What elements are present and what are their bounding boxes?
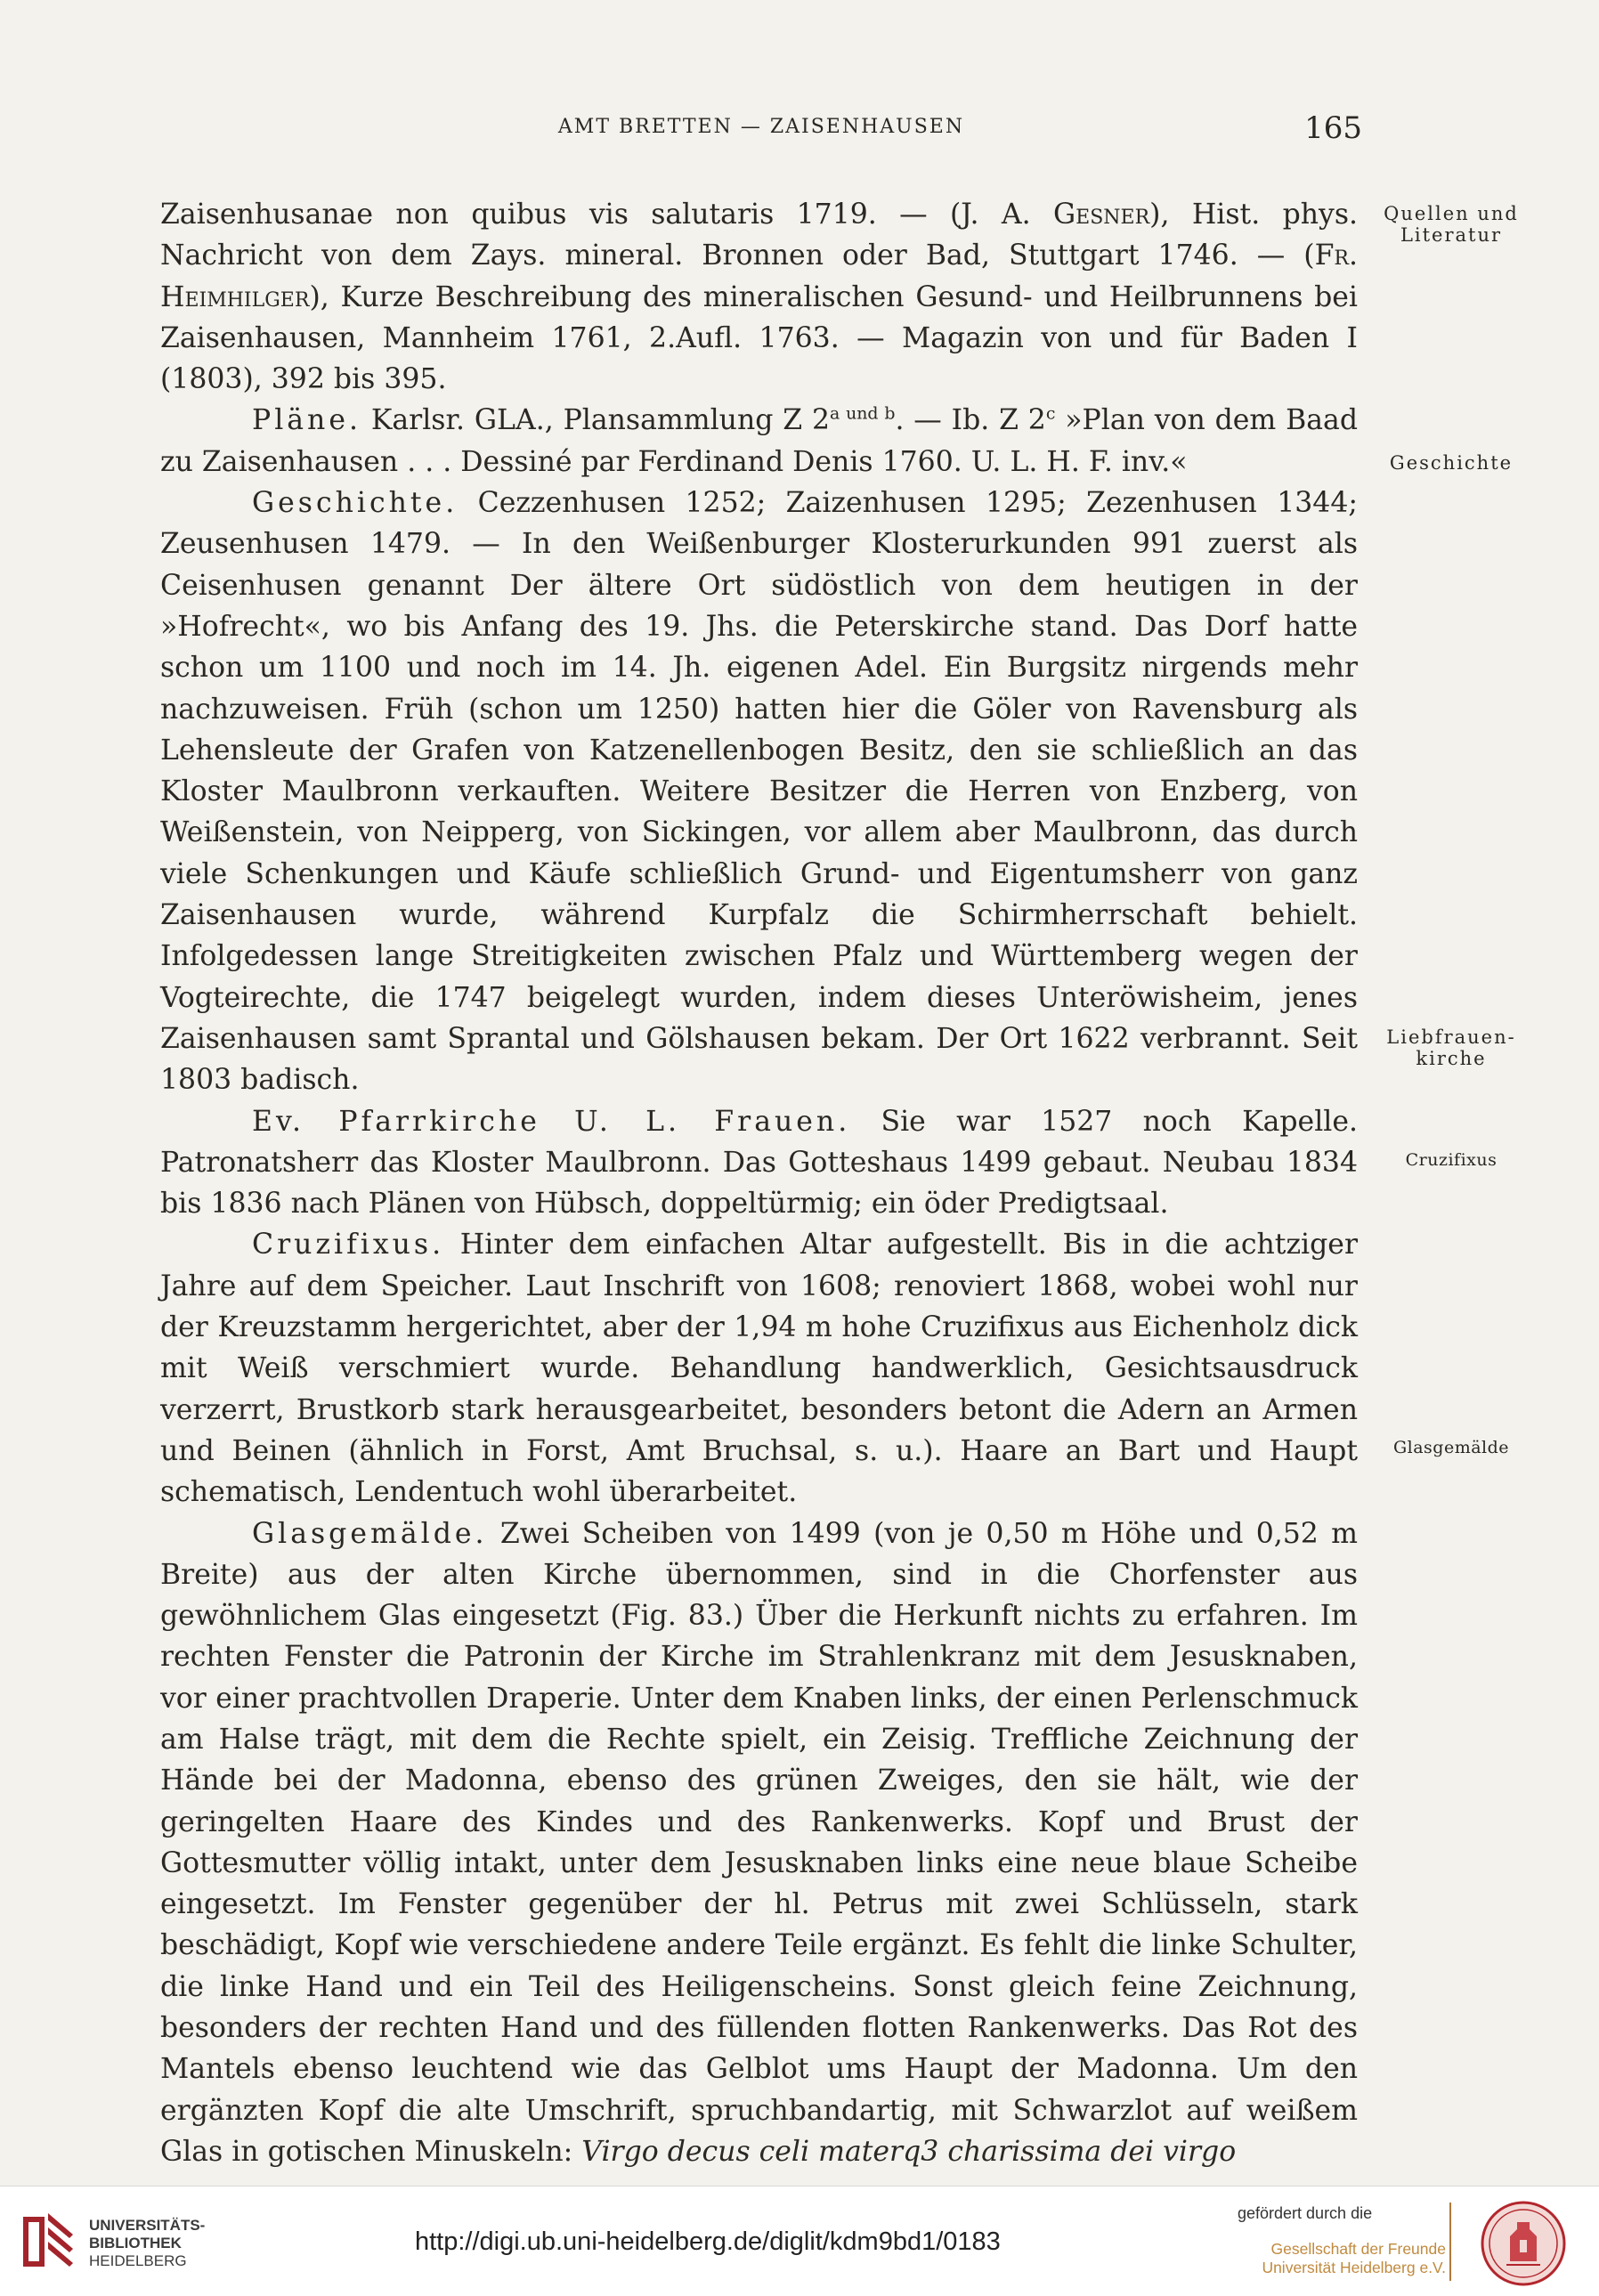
library-name: UNIVERSITÄTS- BIBLIOTHEK HEIDELBERG — [89, 2217, 206, 2269]
paragraph-cruzifixus: Cruzifixus. Hinter dem einfachen Altar aufgestellt. Bis in die achtziger Jahre auf dem Speicher. Laut Inschrift von 1608; renoviert 1868, wobei wohl nur der Kreuzstamm hergerichtet, aber der 1,94 m hohe Cruzifixus aus Eichenholz dick mit Weiß verschmiert wurde. Behandlung handwerklich, Gesichtsausdruck verzerrt, Brustkorb stark herausgearbeitet, besonders betont die Adern an Armen und Beinen (ähnlich in Forst, Amt Bruchsal, s. u.). Haare an Bart und Haupt schematisch, Lendentuch wohl überarbeitet. — [160, 1229, 1358, 1509]
margin-note-cruzifixus: Cruzifixus — [1405, 1150, 1498, 1170]
paragraph-pfarrkirche: Ev. Pfarrkirche U. L. Frauen. Sie war 1527 noch Kapelle. Patronatsherr das Kloster Maulbronn. Das Gotteshaus 1499 gebaut. Neubau 1834 bis 1836 nach Plänen von Hübsch, doppeltürmig; ein öder Predigtsaal. — [160, 1105, 1358, 1221]
body-text — [160, 194, 1358, 2172]
inscription: Virgo decus celi materq3 charissima dei virgo — [581, 2135, 1237, 2168]
heading-pfarrkirche: Ev. Pfarrkirche U. L. Frauen. — [252, 1105, 851, 1138]
margin-note-liebfrauen-line2: kirche — [1416, 1048, 1487, 1069]
sponsor-label: gefördert durch die — [1238, 2204, 1373, 2222]
page-number: 165 — [1304, 110, 1362, 146]
paragraph-geschichte: Geschichte. Cezzenhusen 1252; Zaizenhusen 1295; Zezenhusen 1344; Zeusenhusen 1479. — In den Weißenburger Klosterurkunden 991 zuerst als Ceisenhusen genannt Der ältere Ort südöstlich von dem heutigen in der »Hofrecht«, wo bis Anfang des 19. Jhs. die Peterskirche stand. Das Dorf hatte schon um 1100 und noch im 14. Jh. eigenen Adel. Ein Burgsitz nirgends mehr nachzuweisen. Früh (schon um 1250) hatten hier die Göler von Ravensburg als Lehensleute der Grafen von Katzenellenbogen Besitz, den sie schließlich an das Kloster Maulbronn verkauften. Weitere Besitzer die Herren von Enzberg, von Weißenstein, von Neipperg, von Sickingen, vor allem aber Maulbronn, das durch viele Schenkungen und Käufe schließlich Grund- und Eigentumsherr von ganz Zaisenhausen wurde, während Kurpfalz die Schirmherrschaft behielt. Infolgedessen lange Streitigkeiten zwischen Pfalz und Württemberg wegen der Vogteirechte, die 1747 beigelegt wurden, indem dieses Unteröwisheim, jenes Zaisenhausen samt Sprantal und Gölshausen bekam. Der Ort 1622 verbrannt. Seit 1803 badisch. — [160, 487, 1358, 1097]
sponsor-name: Gesellschaft der Freunde Universität Heidelberg e.V. — [1262, 2240, 1446, 2276]
permalink-url[interactable]: http://digi.ub.uni-heidelberg.de/diglit/kdm9bd1/0183 — [415, 2227, 1001, 2256]
margin-note-geschichte: Geschichte — [1389, 452, 1514, 474]
heading-plaene: Pläne. — [252, 404, 361, 437]
margin-note-liebfrauenkirche — [1376, 1026, 1527, 1069]
heading-cruzifixus: Cruzifixus. — [252, 1229, 445, 1262]
page-header — [160, 110, 1362, 146]
heading-glasgemaelde: Glasgemälde. — [252, 1517, 488, 1550]
footer-bar — [0, 2186, 1599, 2296]
paragraph-plaene: Pläne. Karlsr. GLA., Plansammlung Z $2^{a und b}$. — Ib. Z 2$^c$ »Plan von dem Baad zu Zaisenhausen . . . Dessiné par Ferdinand Denis 1760. U. L. H. F. inv.« — [160, 403, 1358, 478]
margin-note-liebfrauen-line1: Liebfrauen- — [1386, 1026, 1516, 1048]
margin-note-quellen-line2: Literatur — [1400, 224, 1503, 246]
university-seal-icon — [1471, 2199, 1576, 2288]
paragraph-quellen: Zaisenhusanae non quibus vis salutaris 1719. — (J. A. Gesner), Hist. phys. Nachricht von dem Zays. mineral. Bronnen oder Bad, Stuttgart 1746. — (Fr. Heimhilger), Kurze Beschreibung des mineralischen Gesund- und Heilbrunnens bei Zaisenhausen, Mannheim 1761, 2.Aufl. 1763. — Magazin von und für Baden I (1803), 392 bis 395. — [160, 199, 1359, 396]
university-library-logo-icon — [18, 2210, 78, 2274]
running-head: AMT BRETTEN — ZAISENHAUSEN — [557, 116, 965, 138]
paragraph-glasgemaelde: Glasgemälde. Zwei Scheiben von 1499 (von je 0,50 m Höhe und 0,52 m Breite) aus der alten Kirche übernommen, sind in die Chorfenster aus gewöhnlichem Glas eingesetzt (Fig. 83.) Über die Herkunft nichts zu erfahren. Im rechten Fenster die Patronin der Kirche im Strahlenkranz mit dem Jesusknaben, vor einer prachtvollen Draperie. Unter dem Knaben links, der einen Perlenschmuck am Halse trägt, mit dem die Rechte spielt, ein Zeisig. Treffliche Zeichnung der Hände bei der Madonna, ebenso des grünen Zweiges, den sie hält, wie der geringelten Haare des Kindes und des Rankenwerks. Kopf und Brust der Gottesmutter völlig intakt, unter dem Jesusknaben links eine neue blaue Scheibe eingesetzt. Im Fenster gegenüber der hl. Petrus mit zwei Schlüsseln, stark beschädigt, Kopf wie verschiedene andere Teile ergänzt. Es fehlt die linke Schulter, die linke Hand und ein Teil des Heiligenscheins. Sonst gleich feine Zeichnung, besonders der rechten Hand und des füllenden flotten Rankenwerks. Das Rot des Mantels ebenso leuchtend wie das Gelblot ums Haupt der Madonna. Um den ergänzten Kopf die alte Umschrift, spruchbandartig, mit Schwarzlot auf weißem Glas in gotischen Minuskeln: Virgo decus celi materq3 charissima dei virgo — [160, 1517, 1358, 2168]
margin-note-quellen — [1376, 203, 1527, 246]
heading-geschichte: Geschichte. — [252, 487, 459, 520]
margin-note-quellen-line1: Quellen und — [1384, 203, 1519, 224]
sponsor-divider — [1449, 2203, 1451, 2281]
margin-note-glasgemaelde: Glasgemälde — [1392, 1438, 1510, 1457]
